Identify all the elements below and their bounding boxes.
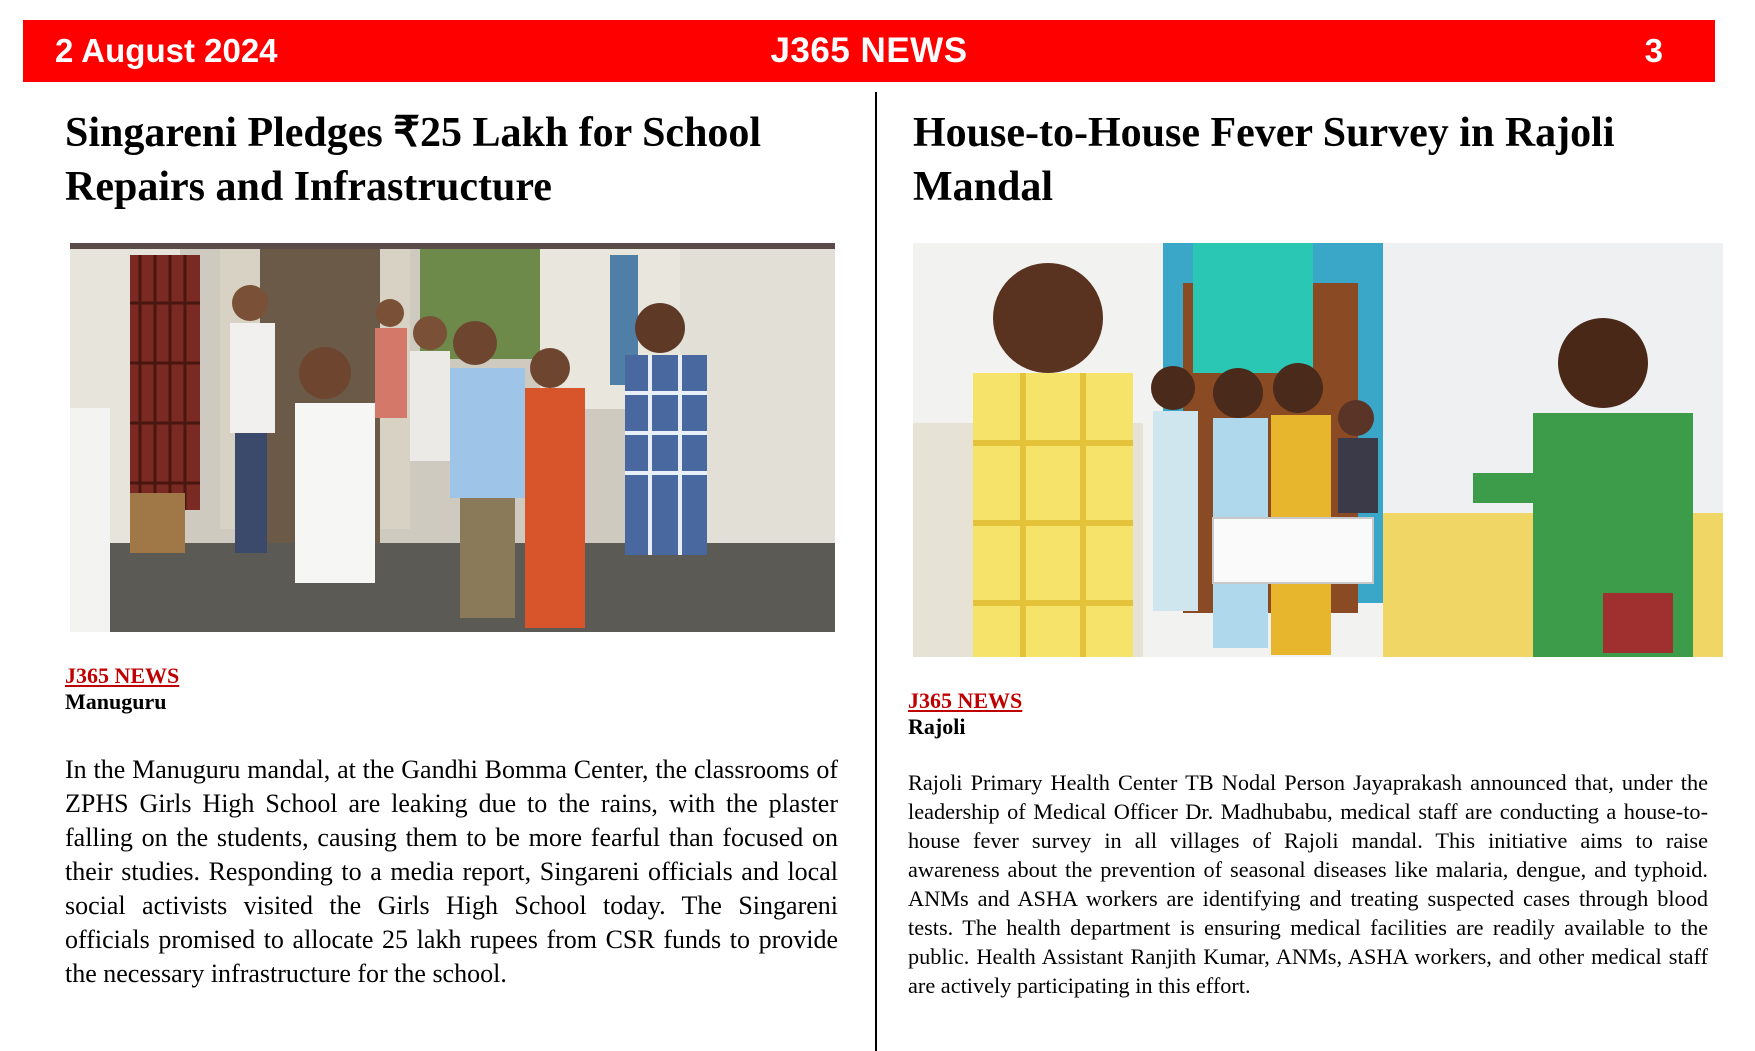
page-number: 3 [1644,32,1663,69]
school-inspection-photo-icon [70,243,835,632]
fever-survey-photo [913,243,1723,657]
headline-line-1: Singareni Pledges ₹25 Lakh for School [65,110,762,156]
article-body: In the Manuguru mandal, at the Gandhi Bomma Center, the classrooms of ZPHS Girls High School are leaking due to the rains, with the plaster falling on the students, causing them to be more fearful than focused on their studies. Responding to a media report, Singareni officials and local social activists visited the Girls High School today. The Singareni officials promised to allocate 25 lakh rupees from CSR funds to provide the necessary infrastructure for the school. [65,755,838,988]
headline-line-2: Mandal [913,164,1054,210]
article-source [65,663,179,715]
masthead [23,20,1715,82]
article-headline [65,106,855,214]
source-agency: J365 NEWS [908,688,1023,713]
school-inspection-photo [70,243,835,632]
dateline-place: Manuguru [65,689,167,714]
column-divider [875,92,877,1051]
article-source [908,688,1022,740]
article-body: Rajoli Primary Health Center TB Nodal Person Jayaprakash announced that, under the leadership of Medical Officer Dr. Madhubabu, medical staff are conducting a house-to-house fever survey in all villages of Rajoli mandal. This initiative aims to raise awareness about the prevention of seasonal diseases like malaria, dengue, and typhoid. ANMs and ASHA workers are identifying and treating suspected cases through blood tests. The health department is ensuring medical facilities are readily available to the public. Health Assistant Ranjith Kumar, ANMs, ASHA workers, and other medical staff are actively participating in this effort. [908,770,1708,998]
source-agency: J365 NEWS [65,663,180,688]
issue-date: 2 August 2024 [55,32,278,69]
headline-line-1: House-to-House Fever Survey in Rajoli [913,110,1615,156]
article-headline [913,106,1713,214]
publication-title: J365 NEWS [770,31,968,70]
fever-survey-photo-icon [913,243,1723,657]
headline-line-2: Repairs and Infrastructure [65,164,552,210]
dateline-place: Rajoli [908,714,966,739]
